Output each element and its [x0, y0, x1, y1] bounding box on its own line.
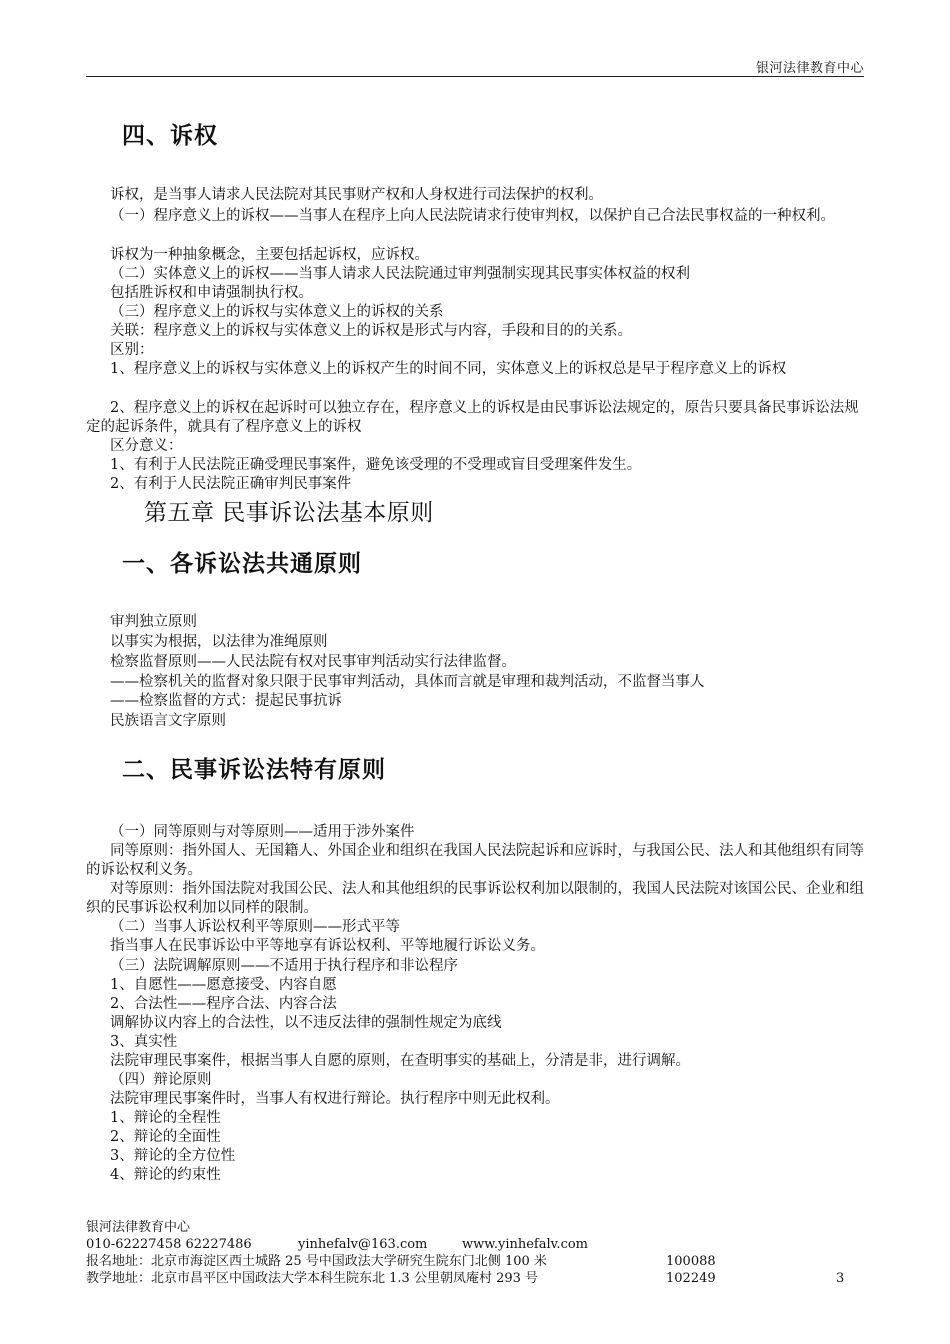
footer-website: www.yinhefalv.com	[462, 1237, 589, 1252]
footer-phones: 010-62227458 62227486	[86, 1237, 252, 1252]
section-heading-special-principles: 二、民事诉讼法特有原则	[122, 757, 386, 783]
mediation-description: 法院审理民事案件，根据当事人自愿的原则，在查明事实的基础上，分清是非，进行调解。	[110, 1053, 690, 1069]
principle-national-language: 民族语言文字原则	[110, 713, 226, 729]
para-significance-1: 1、有利于人民法院正确受理民事案件，避免该受理的不受理或盲目受理案件发生。	[110, 457, 642, 473]
chapter-title: 第五章 民事诉讼法基本原则	[144, 500, 434, 526]
para-difference-1: 1、程序意义上的诉权与实体意义上的诉权产生的时间不同，实体意义上的诉权总是早于程序意义上的诉权	[110, 361, 787, 377]
para-significance-2: 2、有利于人民法院正确审判民事案件	[110, 476, 352, 492]
debate-binding: 4、辩论的约束性	[110, 1167, 221, 1183]
special-equality-def: 同等原则：指外国人、无国籍人、外国企业和组织在我国人民法院起诉和应诉时，与我国公民、法人和其他组织有同等的诉讼权利义务。	[86, 843, 864, 878]
para-relation: 关联：程序意义上的诉权与实体意义上的诉权是形式与内容，手段和目的的关系。	[110, 323, 632, 339]
para-significance-label: 区分意义：	[110, 438, 183, 454]
special-mediation: （三）法院调解原则——不适用于执行程序和非讼程序	[110, 958, 458, 974]
special-equality-reciprocity: （一）同等原则与对等原则——适用于涉外案件	[110, 824, 415, 840]
para-relationship-heading: （三）程序意义上的诉权与实体意义上的诉权的关系	[110, 304, 444, 320]
footer-reg-address: 报名地址：北京市海淀区西土城路 25 号中国政法大学研究生院东门北侧 100 米	[86, 1254, 547, 1269]
mediation-truthfulness: 3、真实性	[110, 1034, 178, 1050]
special-debate: （四）辩论原则	[110, 1072, 212, 1088]
para-litigation-definition: 诉权，是当事人请求人民法院对其民事财产权和人身权进行司法保护的权利。	[110, 187, 603, 203]
footer-reg-zip: 100088	[666, 1254, 716, 1269]
footer-email: yinhefalv@163.com	[298, 1237, 428, 1252]
header-rule	[86, 76, 864, 77]
mediation-voluntary: 1、自愿性——愿意接受、内容自愿	[110, 977, 337, 993]
footer-org: 银河法律教育中心	[86, 1220, 191, 1235]
supervision-method: ——检察监督的方式：提起民事抗诉	[110, 693, 342, 709]
supervision-object: ——检察机关的监督对象只限于民事审判活动，具体而言就是审理和裁判活动，不监督当事人	[110, 674, 705, 690]
special-party-equality: （二）当事人诉讼权利平等原则——形式平等	[110, 919, 400, 935]
header-org: 银河法律教育中心	[755, 61, 864, 76]
principle-facts-law: 以事实为根据，以法律为准绳原则	[110, 634, 328, 650]
para-procedural-right: （一）程序意义上的诉权——当事人在程序上向人民法院请求行使审判权，以保护自己合法民事权益的一种权利。	[110, 208, 835, 224]
section-heading-litigation-right: 四、诉权	[122, 123, 218, 149]
debate-all-round: 3、辩论的全方位性	[110, 1148, 236, 1164]
special-party-equality-def: 指当事人在民事诉讼中平等地享有诉讼权利、平等地履行诉讼义务。	[110, 938, 545, 954]
para-abstract-concept: 诉权为一种抽象概念，主要包括起诉权，应诉权。	[110, 247, 429, 263]
section-heading-common-principles: 一、各诉讼法共通原则	[122, 551, 362, 577]
debate-description: 法院审理民事案件时，当事人有权进行辩论。执行程序中则无此权利。	[110, 1091, 560, 1107]
mediation-legality-note: 调解协议内容上的合法性，以不违反法律的强制性规定为底线	[110, 1015, 502, 1031]
special-reciprocity-def: 对等原则：指外国法院对我国公民、法人和其他组织的民事诉讼权利加以限制的，我国人民法院对该国公民、企业和组织的民事诉讼权利加以同样的限制。	[86, 881, 864, 916]
para-difference-label: 区别：	[110, 342, 154, 358]
para-substantive-right: （二）实体意义上的诉权——当事人请求人民法院通过审判强制实现其民事实体权益的权利	[110, 266, 690, 282]
footer-teach-address: 教学地址：北京市昌平区中国政法大学本科生院东北 1.3 公里朝凤庵村 293 号	[86, 1271, 539, 1286]
para-difference-2: 2、程序意义上的诉权在起诉时可以独立存在，程序意义上的诉权是由民事诉讼法规定的，原告只要具备民事诉讼法规定的起诉条件，就具有了程序意义上的诉权	[86, 400, 859, 435]
debate-whole-process: 1、辩论的全程性	[110, 1110, 221, 1126]
footer-page-number: 3	[836, 1271, 845, 1286]
debate-comprehensive: 2、辩论的全面性	[110, 1129, 221, 1145]
footer-teach-zip: 102249	[666, 1271, 716, 1286]
principle-judicial-independence: 审判独立原则	[110, 614, 197, 630]
mediation-legality: 2、合法性——程序合法、内容合法	[110, 996, 337, 1012]
principle-procuratorial-supervision: 检察监督原则——人民法院有权对民事审判活动实行法律监督。	[110, 654, 516, 670]
para-winning-right: 包括胜诉权和申请强制执行权。	[110, 285, 313, 301]
